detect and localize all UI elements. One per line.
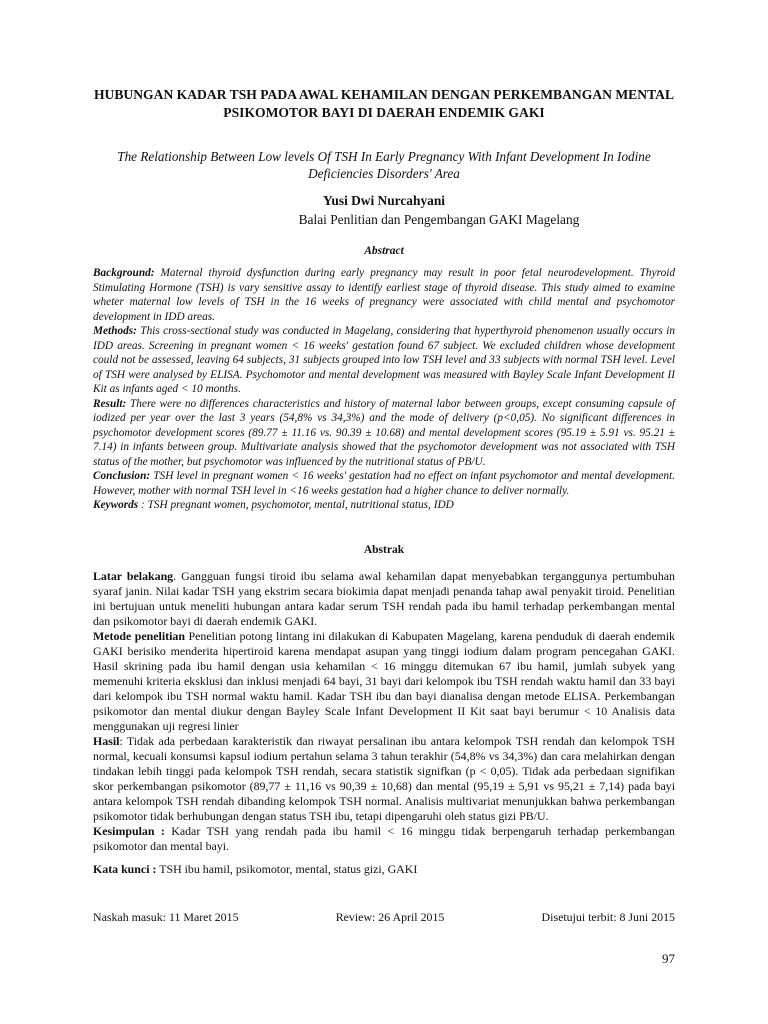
abstract-english: [93, 266, 675, 513]
background-text: Maternal thyroid dysfunction during early pregnancy may result in poor fetal neurodevelopment. Thyroid Stimulating Hormone (TSH) is vary sensitive assay to identify earliest stage of thyroid disease. This study aimed to examine wheter maternal low levels of TSH in the 16 weeks of pregnancy were associated with child mental and psychomotor development in IDD areas.: [93, 267, 675, 323]
kata-kunci-label: Kata kunci :: [93, 862, 157, 876]
keywords-label: Keywords: [93, 499, 139, 511]
paper-title: HUBUNGAN KADAR TSH PADA AWAL KEHAMILAN DENGAN PERKEMBANGAN MENTAL PSIKOMOTOR BAYI DI DAERAH ENDEMIK GAKI: [93, 87, 675, 120]
abstract-methods: [93, 324, 675, 397]
abstrak-metode: [93, 629, 675, 734]
kata-kunci-text: TSH ibu hamil, psikomotor, mental, status gizi, GAKI: [156, 862, 418, 876]
latar-label: Latar belakang: [93, 569, 174, 583]
author-name: Yusi Dwi Nurcahyani: [322, 193, 446, 208]
abstrak-hasil: [93, 734, 675, 824]
keywords-text: : TSH pregnant women, psychomotor, mental, nutritional status, IDD: [138, 499, 454, 511]
conclusion-label: Conclusion:: [93, 470, 151, 482]
metode-label: Metode penelitian: [93, 629, 185, 643]
manuscript-dates: [93, 910, 675, 925]
background-label: Background:: [93, 267, 155, 279]
abstrak-kesimpulan: [93, 824, 675, 854]
page-number: 97: [662, 951, 675, 966]
abstract-heading: Abstract: [364, 245, 404, 257]
abstract-keywords: [93, 498, 675, 513]
hasil-label: Hasil: [93, 734, 120, 748]
paper-subtitle-english: The Relationship Between Low levels Of TSH In Early Pregnancy With Infant Development In Iodine Deficiencies Disorders' Area: [117, 149, 651, 181]
kesimpulan-label: Kesimpulan :: [93, 824, 165, 838]
conclusion-text: TSH level in pregnant women < 16 weeks' gestation had no effect on infant psychomotor and mental development. However, mother with normal TSH level in <16 weeks gestation had a higher chance to deliver normally.: [93, 470, 675, 497]
abstract-conclusion: [93, 469, 675, 498]
accepted-date: Disetujui terbit: 8 Juni 2015: [541, 910, 675, 924]
kata-kunci: [93, 862, 675, 877]
received-date: Naskah masuk: 11 Maret 2015: [93, 910, 239, 924]
abstrak-latar-belakang: [93, 569, 675, 629]
result-label: Result:: [93, 397, 127, 410]
review-date: Review: 26 April 2015: [335, 910, 445, 924]
result-text: There were no differences characteristics and history of maternal labor between groups, except consuming capsule of iodized per year over the last 3 years (54,8% vs 34,3%) and the mode of delivery (p<0,05). No significant differences in psychomotor development scores (89.77 ± 11.16 vs. 90.39 ± 10.68) and mental development scores (95.19 ± 5.91 vs. 95.21 ± 7.14) in infants between group. Multivariate analysis showed that the psychomotor development was not associated with TSH status of the mother, but psychomotor was influenced by the nutritional status of PB/U.: [93, 397, 675, 468]
latar-text: . Gangguan fungsi tiroid ibu selama awal kehamilan dapat menyebabkan terganggunya pertumbuhan syaraf janin. Nilai kadar TSH yang ekstrim secara biokimia dapat menjadi penanda tahap awal penyakit tiroid. Penelitian ini bertujuan untuk meneliti hubungan antara kadar serum TSH rendah pada ibu hamil terhadap perkembangan mental dan psikomotor bayi di daerah endemik GAKI.: [93, 569, 675, 628]
metode-text: Penelitian potong lintang ini dilakukan di Kabupaten Magelang, karena penduduk di daerah endemik GAKI berisiko menderita hipertiroid karena mendapat asupan yang tinggi iodium dalam program pencegahan GAKI. Hasil skrining pada ibu hamil dengan usia kehamilan < 16 minggu ditemukan 67 ibu hamil, jumlah subyek yang memenuhi kriteria eksklusi dan inklusi menjadi 64 bayi, 31 bayi dari kelompok ibu TSH rendah waktu hamil dan 33 bayi dari kelompok ibu TSH normal waktu hamil. Kadar TSH ibu dan bayi dianalisa dengan metode ELISA. Perkembangan psikomotor dan mental diukur dengan Bayley Scale Infant Development II Kit saat bayi berumur < 10 Analisis data menggunakan uji regresi linier: [93, 629, 676, 733]
methods-text: This cross-sectional study was conducted in Magelang, considering that hyperthyroid phenomenon usually occurs in IDD areas. Screening in pregnant women < 16 weeks' gestation found 67 subject. We excluded children whose development could not be assessed, leaving 64 subjects, 31 subjects grouped into low TSH level and 33 subjects with normal TSH level. Level of TSH were analysed by ELISA. Psychomotor and mental development was measured with Bayley Scale Infant Development II Kit as infants aged < 10 months.: [93, 325, 675, 395]
abstract-background: [93, 266, 675, 324]
abstract-indonesian: [93, 569, 675, 854]
author-affiliation: Balai Penlitian dan Pengembangan GAKI Magelang: [298, 212, 580, 227]
abstract-result: [93, 397, 675, 470]
methods-label: Methods:: [93, 325, 137, 337]
abstrak-heading: Abstrak: [363, 544, 405, 556]
kesimpulan-text: Kadar TSH yang rendah pada ibu hamil < 16 minggu tidak berpengaruh terhadap perkembangan psikomotor dan mental bayi.: [93, 824, 676, 853]
hasil-text: : Tidak ada perbedaan karakteristik dan riwayat persalinan ibu antara kelompok TSH rendah dan kelompok TSH normal, kecuali konsumsi kapsul iodium pertahun selama 3 tahun terakhir (54,8% vs 34,3%) dan cara melahirkan dengan tindakan lebih tinggi pada kelompok TSH rendah, secara statistik signifkan (p < 0,05). Tidak ada perbedaan signifikan skor perkembangan psikomotor (89,77 ± 11,16 vs 90,39 ± 10,68) dan mental (95,19 ± 5,91 vs 95,21 ± 7,14) pada bayi antara kelompok TSH rendah dibanding kelompok TSH normal. Analisis multivariat menunjukkan bahwa perkembangan psikomotor tidak berhubungan dengan status TSH ibu, tetapi dipengaruhi oleh status gizi PB/U.: [93, 734, 675, 823]
